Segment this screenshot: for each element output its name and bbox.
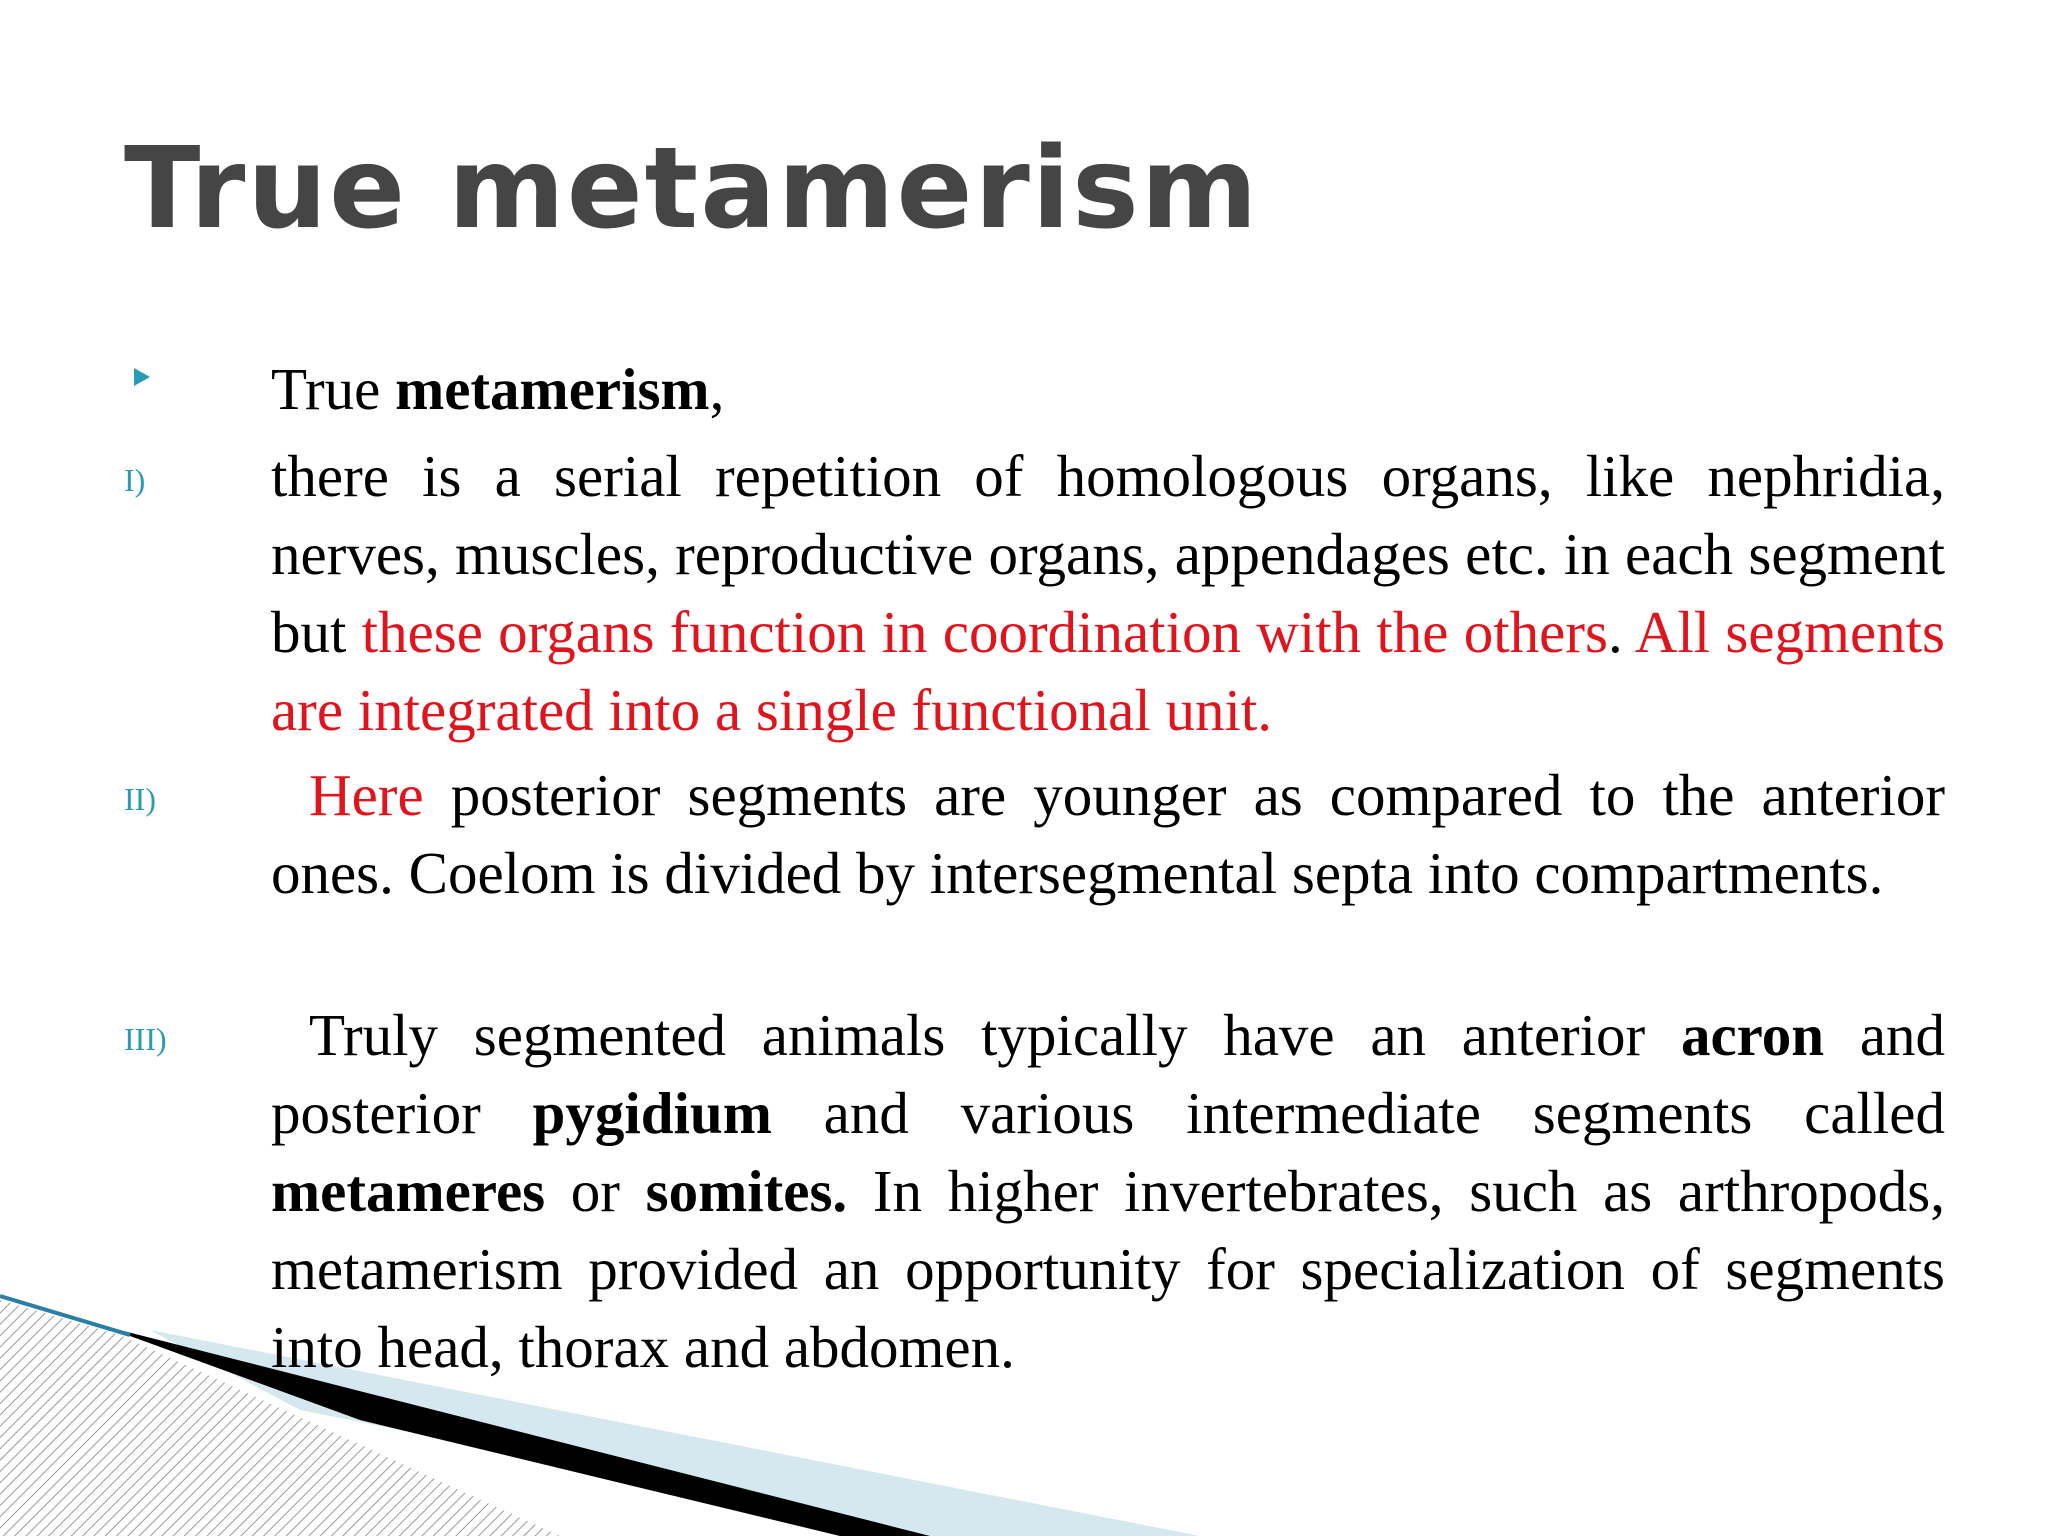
point-1-text-part: there is a serial repetition of homologous organs, like nephridia, nerves, muscles, reproductive organs, appendages etc. in each segment but [271,443,1945,665]
point-3-bold-term: pygidium [532,1080,772,1146]
triangle-bullet-icon [134,368,150,386]
point-3-text-part: In higher invertebrates, such as arthropods, metamerism provided an opportunity for specialization of segments into head, thorax and abdomen. [271,1158,1945,1380]
point-3-text-part: and posterior [271,1002,1946,1146]
slide-title: True metamerism [124,124,1260,254]
point-1-highlight: All segments are integrated into a single functional unit. [271,599,1945,743]
point-3-bold-term: somites. [645,1158,848,1224]
point-2-text-part: posterior segments are younger as compared to the anterior ones. Coelom is divided by intersegmental septa into compartments. [271,762,1945,906]
point-1-text [271,437,1945,749]
point-1-text-part: . [1607,599,1623,665]
list-marker-3: III) [124,1021,167,1057]
intro-text [271,350,1945,428]
list-marker-2: II) [124,781,156,817]
point-2-highlight: Here [309,762,424,828]
intro-text-bold: metamerism [395,356,710,422]
point-3-text-part: Truly segmented animals typically have an anterior [309,1002,1681,1068]
point-3-text-part: and various intermediate segments called [771,1080,1945,1146]
point-3-text [271,996,1945,1386]
point-3-text-part: or [545,1158,646,1224]
intro-text-suffix: , [709,356,725,422]
point-3-bold-term: metameres [271,1158,546,1224]
point-1-highlight: these organs function in coordination with the others [361,599,1608,665]
point-2-text [271,756,1945,912]
intro-text-prefix: True [271,356,396,422]
point-3-bold-term: acron [1680,1002,1825,1068]
list-marker-1: I) [124,462,146,498]
